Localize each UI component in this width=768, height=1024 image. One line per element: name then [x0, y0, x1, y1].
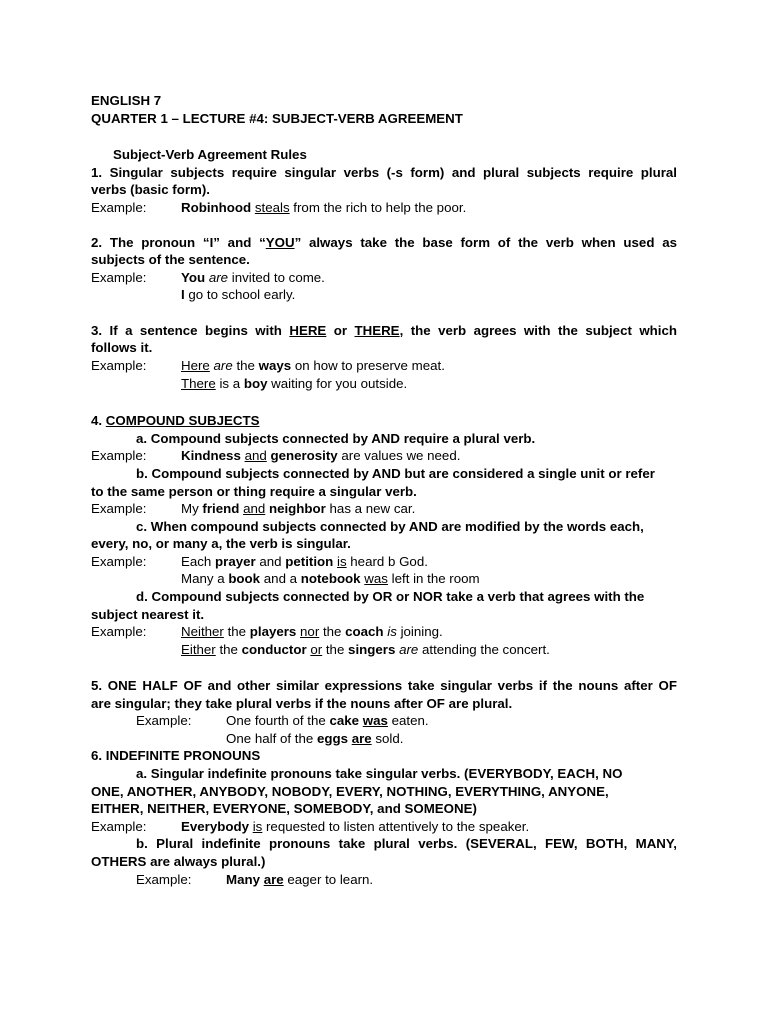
example-sentence: Many a book and a notebook was left in the room: [181, 571, 480, 586]
example-label: Example:: [136, 872, 192, 887]
rule-6b-line-2: OTHERS are always plural.): [91, 854, 266, 869]
rule-6-heading: 6. INDEFINITE PRONOUNS: [91, 748, 261, 763]
example-label: Example:: [91, 200, 147, 215]
example-sentence: Many are eager to learn.: [226, 872, 374, 887]
example-label: Example:: [91, 448, 147, 463]
example-label: Example:: [91, 501, 147, 516]
course-title: ENGLISH 7: [91, 93, 162, 108]
example-sentence: Each prayer and petition is heard b God.: [181, 554, 428, 569]
rule-4-heading: 4. COMPOUND SUBJECTS: [91, 413, 260, 428]
example-sentence: My friend and neighbor has a new car.: [181, 501, 416, 516]
example-sentence: You are invited to come.: [181, 270, 325, 285]
rule-2-line-1: 2. The pronoun “I” and “YOU” always take the base form of the verb when used as: [91, 235, 678, 250]
rule-4a: a. Compound subjects connected by AND require a plural verb.: [136, 431, 536, 446]
example-sentence: One half of the eggs are sold.: [226, 731, 404, 746]
rule-6b-line-1: b. Plural indefinite pronouns take plural verbs. (SEVERAL, FEW, BOTH, MANY,: [136, 836, 677, 851]
rule-4c-line-1: c. When compound subjects connected by AND are modified by the words each,: [136, 519, 644, 534]
example-label: Example:: [91, 624, 147, 639]
example-sentence: Kindness and generosity are values we need.: [181, 448, 461, 463]
rule-6a-line-2: ONE, ANOTHER, ANYBODY, NOBODY, EVERY, NOTHING, EVERYTHING, ANYONE,: [91, 784, 609, 799]
rule-4d-line-2: subject nearest it.: [91, 607, 205, 622]
example-label: Example:: [91, 270, 147, 285]
rule-5-line-1: 5. ONE HALF OF and other similar expressions take singular verbs if the nouns after OF: [91, 678, 677, 693]
example-label: Example:: [91, 358, 147, 373]
rule-2-line-2: subjects of the sentence.: [91, 252, 250, 267]
example-sentence: Neither the players nor the coach is joining.: [181, 624, 443, 639]
rule-6a-line-1: a. Singular indefinite pronouns take singular verbs. (EVERYBODY, EACH, NO: [136, 766, 623, 781]
example-sentence: There is a boy waiting for you outside.: [181, 376, 408, 391]
example-sentence: Everybody is requested to listen attentively to the speaker.: [181, 819, 530, 834]
rule-1-line-1: 1. Singular subjects require singular verbs (-s form) and plural subjects require plural: [91, 165, 677, 180]
example-label: Example:: [91, 819, 147, 834]
rule-4c-line-2: every, no, or many a, the verb is singular.: [91, 536, 351, 551]
example-sentence: Robinhood steals from the rich to help the poor.: [181, 200, 467, 215]
example-sentence: Here are the ways on how to preserve meat.: [181, 358, 445, 373]
rule-3-line-2: follows it.: [91, 340, 153, 355]
example-sentence: I go to school early.: [181, 287, 296, 302]
example-label: Example:: [136, 713, 192, 728]
example-label: Example:: [91, 554, 147, 569]
example-sentence: Either the conductor or the singers are attending the concert.: [181, 642, 550, 657]
rule-3-line-1: 3. If a sentence begins with HERE or THERE, the verb agrees with the subject which: [91, 323, 678, 338]
rule-6a-line-3: EITHER, NEITHER, EVERYONE, SOMEBODY, and SOMEONE): [91, 801, 477, 816]
example-sentence: One fourth of the cake was eaten.: [226, 713, 429, 728]
rule-4b-line-2: to the same person or thing require a singular verb.: [91, 484, 417, 499]
section-title: Subject-Verb Agreement Rules: [113, 147, 307, 162]
rule-4d-line-1: d. Compound subjects connected by OR or NOR take a verb that agrees with the: [136, 589, 645, 604]
rule-5-line-2: are singular; they take plural verbs if the nouns after OF are plural.: [91, 696, 513, 711]
rule-1-line-2: verbs (basic form).: [91, 182, 210, 197]
lecture-title: QUARTER 1 – LECTURE #4: SUBJECT-VERB AGREEMENT: [91, 111, 463, 126]
rule-4b-line-1: b. Compound subjects connected by AND but are considered a single unit or refer: [136, 466, 655, 481]
